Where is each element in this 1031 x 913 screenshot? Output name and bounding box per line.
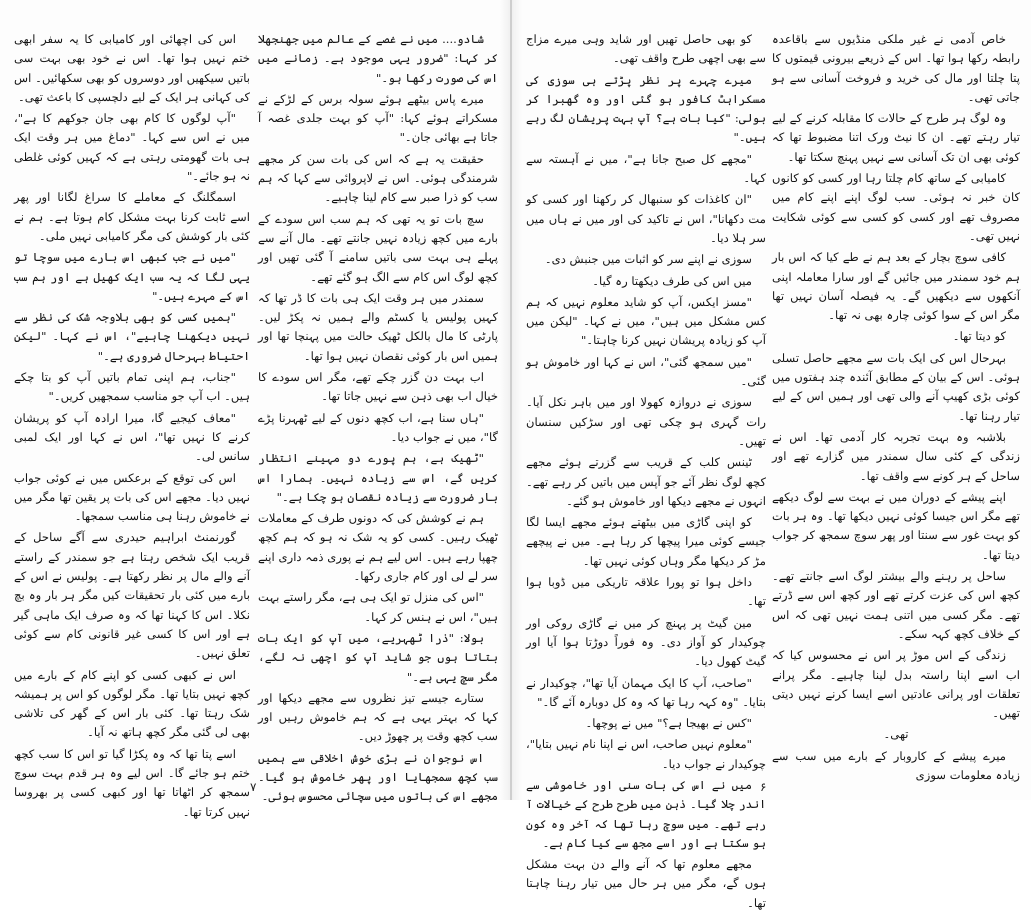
right-page-left-column <box>526 30 766 910</box>
paragraph: بہرحال اس کی ایک بات سے مجھے حاصل تسلی ہوئی۔ اس کے بیان کے مطابق آئندہ چند ہفتوں میں کوئی بڑی کھیپ آنے والی تھی اور ہمیں اس کے لیے تیار رہنا تھا۔ <box>772 350 1020 423</box>
paragraph: داخل ہوا تو پورا علاقہ تاریکی میں ڈوبا ہوا تھا۔ <box>526 575 766 609</box>
paragraph: خاص آدمی نے غیر ملکی منڈیوں سے باقاعدہ رابطہ رکھا ہوا تھا۔ اس کے ذریعے بیرونی قیمتوں کا پتا چلتا اور مال کی خرید و فروخت آسانی سے ہو جاتی تھی۔ <box>772 32 1020 104</box>
paragraph: "ہمیں کسی کو بھی بلاوجہ شک کی نظر سے نہیں دیکھنا چاہیے"، اس نے کہا۔ "لیکن احتیاط بہرحال ضروری ہے۔" <box>14 310 250 363</box>
paragraph: اپنے پیشے کے دوران میں نے بہت سے لوگ دیکھے تھے مگر اس جیسا کوئی نہیں دیکھا تھا۔ وہ ہر بات کو بہت غور سے سنتا اور پھر سوچ سمجھ کر جواب دیتا تھا۔ <box>772 489 1020 562</box>
paragraph: اس کی اچھائی اور کامیابی کا یہ سفر ابھی ختم نہیں ہوا تھا۔ اس نے خود بھی بہت سی باتیں سیکھیں اور دوسروں کو بھی سکھائیں۔ اس کی کہانی ہر ایک کے لیے دلچسپی کا باعث تھی۔ <box>14 32 250 104</box>
paragraph: "میں سمجھ گئی"، اس نے کہا اور خاموش ہو گئی۔ <box>526 354 766 389</box>
paragraph: شادو.... میں نے غصے کے عالم میں جھنجھلا کر کہا: "ضرور یہی موجود ہے۔ زمانے میں اس کی صورت رکھا ہو۔" <box>258 32 498 85</box>
paragraph: کافی سوچ بچار کے بعد ہم نے طے کیا کہ اس بار ہم خود سمندر میں جائیں گے اور سارا معاملہ اپنی آنکھوں سے دیکھیں گے۔ یہ فیصلہ آسان نہیں تھا مگر اس کے سوا کوئی چارہ بھی نہ تھا۔ <box>772 250 1020 323</box>
paragraph: مجھے معلوم تھا کہ آنے والے دن بہت مشکل ہوں گے، مگر میں ہر حال میں تیار رہنا چاہتا تھا۔ <box>526 857 766 910</box>
right-page-right-column <box>772 30 1020 782</box>
paragraph: وہ لوگ ہر طرح کے حالات کا مقابلہ کرنے کے لیے تیار رہتے تھے۔ ان کا نیٹ ورک اتنا مضبوط تھا کہ کوئی بھی ان تک آسانی سے نہیں پہنچ سکتا تھا۔ <box>772 111 1020 164</box>
paragraph: سوزی نے اپنے سر کو اثبات میں جنبش دی۔ <box>544 252 752 267</box>
paragraph: کامیابی کے ساتھ کام چلتا رہا اور کسی کو کانوں کان خبر نہ ہوئی۔ سب لوگ اپنے اپنے کام میں مصروف تھے اور کسی کو کسی سے کوئی شکایت نہیں تھی۔ <box>772 171 1020 243</box>
paragraph: ساحل پر رہنے والے بیشتر لوگ اسے جانتے تھے۔ کچھ اس کی عزت کرتے تھے اور کچھ اس سے ڈرتے تھے۔ مگر کسی میں اتنی ہمت نہیں تھی کہ اس کے خلاف کچھ کہہ سکے۔ <box>772 569 1020 641</box>
paragraph: میں اس کی طرف دیکھتا رہ گیا۔ <box>592 273 752 288</box>
paragraph: "صاحب، آپ کا ایک مہمان آیا تھا"، چوکیدار نے بتایا۔ "وہ کہہ رہا تھا کہ وہ کل دوبارہ آئے گا۔" <box>526 675 766 709</box>
paragraph: اس کی توقع کے برعکس میں نے کوئی جواب نہیں دیا۔ مجھے اس کی بات پر یقین تھا مگر میں نے خاموش رہنا ہی مناسب سمجھا۔ <box>14 470 250 524</box>
paragraph: میرے پیشے کے کاروبار کے بارے میں سب سے زیادہ معلومات سوزی <box>772 748 1020 782</box>
paragraph: ہم نے کوشش کی کہ دونوں طرف کے معاملات ٹھیک رہیں۔ کسی کو یہ شک نہ ہو کہ ہم کچھ چھپا رہے ہیں۔ اس لیے ہم نے پوری ذمہ داری اپنے سر لے لی اور کام جاری رکھا۔ <box>258 511 498 584</box>
paragraph: زندگی کے اس موڑ پر اس نے محسوس کیا کہ اب اسے اپنا راستہ بدل لینا چاہیے۔ مگر پرانے تعلقات اور پرانی عادتیں اسے ایسا کرنے نہیں دیتی تھیں۔ <box>772 648 1020 721</box>
paragraph: تھی۔ <box>883 727 909 742</box>
page-number: ۷ <box>250 780 257 794</box>
paragraph: میرے چہرے پر نظر پڑتے ہی سوزی کی مسکراہٹ کافور ہو گئی اور وہ گھبرا کر بولی: "کیا بات ہے؟ آپ بہت پریشان لگ رہے ہیں۔" <box>526 72 766 145</box>
paragraph: میرے پاس بیٹھے ہوئے سولہ برس کے لڑکے نے مسکراتے ہوئے کہا: "آپ کو بہت جلدی غصہ آ جاتا ہے بھائی جان۔" <box>258 91 498 145</box>
paragraph: "معاف کیجیے گا، میرا ارادہ آپ کو پریشان کرنے کا نہیں تھا"، اس نے کہا اور ایک لمبی سانس لی۔ <box>14 410 250 464</box>
paragraph: سوزی نے دروازہ کھولا اور میں باہر نکل آیا۔ رات گہری ہو چکی تھی اور سڑکیں سنسان تھیں۔ <box>526 395 766 448</box>
page-number: ۶ <box>760 780 767 794</box>
paragraph: "معلوم نہیں صاحب، اس نے اپنا نام نہیں بتایا"، چوکیدار نے جواب دیا۔ <box>526 737 766 771</box>
paragraph: "مجھے کل صبح جانا ہے"، میں نے آہستہ سے کہا۔ <box>526 151 766 186</box>
left-page-right-column <box>258 30 498 804</box>
paragraph: حقیقت یہ ہے کہ اس کی بات سن کر مجھے شرمندگی ہوئی۔ اس نے لاپروائی سے کہا کہ ہم سب کو ذرا صبر سے کام لینا چاہیے۔ <box>258 151 498 205</box>
right-page <box>512 0 1031 910</box>
paragraph: گورنمنٹ ابراہیم حیدری سے آگے ساحل کے قریب ایک شخص رہتا ہے جو سمندر کے راستے آنے والے مال پر نظر رکھتا ہے۔ پولیس نے اس کے بارے میں کئی بار تحقیقات کیں مگر ہر بار وہ بچ نکلا۔ اس کا کہنا تھا کہ وہ صرف ایک ماہی گیر ہے اور اس کا کسی غیر قانونی کام سے کوئی تعلق نہیں۔ <box>14 530 250 661</box>
paragraph: "جناب، ہم اپنی تمام باتیں آپ کو بتا چکے ہیں۔ اب آپ جو مناسب سمجھیں کریں۔" <box>14 370 250 404</box>
paragraph: کو بھی حاصل تھیں اور شاید وہی میرے مزاج سے بھی اچھی طرح واقف تھی۔ <box>526 32 766 66</box>
paragraph: کو دیتا تھا۔ <box>952 329 1006 344</box>
paragraph: سچ بات تو یہ تھی کہ ہم سب اس سودے کے بارے میں کچھ زیادہ نہیں جانتے تھے۔ مال آنے سے پہلے ہی بہت سی باتیں سامنے آ گئی تھیں اور کچھ لوگ اس کام سے الگ ہو گئے تھے۔ <box>258 211 498 284</box>
left-page <box>0 0 512 819</box>
paragraph: مین گیٹ پر پہنچ کر میں نے گاڑی روکی اور چوکیدار کو آواز دی۔ وہ فوراً دوڑتا ہوا آیا اور گیٹ کھول دیا۔ <box>526 615 766 669</box>
paragraph: "اس کی منزل تو ایک ہی ہے، مگر راستے بہت ہیں"، اس نے ہنس کر کہا۔ <box>258 590 498 624</box>
paragraph: ستارے جیسے تیز نظروں سے مجھے دیکھا اور کہا کہ بہتر یہی ہے کہ ہم خاموش رہیں اور سب کچھ وقت پر چھوڑ دیں۔ <box>258 690 498 744</box>
paragraph: بولا: "ذرا ٹھہریے، میں آپ کو ایک بات بتاتا ہوں جو شاید آپ کو اچھی نہ لگے، مگر سچ یہی ہے۔" <box>258 630 498 684</box>
paragraph: اس نوجوان نے بڑی خوش اخلاقی سے ہمیں سب کچھ سمجھایا اور پھر خاموش ہو گیا۔ مجھے اس کی باتوں میں سچائی محسوس ہوئی۔ <box>258 750 498 804</box>
paragraph: ٹینس کلب کے قریب سے گزرتے ہوئے مجھے کچھ لوگ نظر آئے جو آپس میں باتیں کر رہے تھے۔ انہوں نے مجھے دیکھا اور خاموش ہو گئے۔ <box>526 455 766 508</box>
paragraph: بلاشبہ وہ بہت تجربہ کار آدمی تھا۔ اس نے زندگی کے کئی سال سمندر میں گزارے تھے اور ساحل کے ہر کونے سے واقف تھا۔ <box>772 429 1020 483</box>
paragraph: اب بہت دن گزر چکے تھے، مگر اس سودے کا خیال اب بھی ذہن سے نہیں جاتا تھا۔ <box>258 370 498 404</box>
left-page-left-column <box>14 30 250 819</box>
paragraph: "ٹھیک ہے، ہم پورے دو مہینے انتظار کریں گے، اس سے زیادہ نہیں۔ ہمارا اس بار ضرورت سے زیادہ نقصان ہو چکا ہے۔" <box>258 451 498 504</box>
paragraph: کو اپنی گاڑی میں بیٹھتے ہوئے مجھے ایسا لگا جیسے کوئی میرا پیچھا کر رہا ہے۔ میں نے پیچھے مڑ کر دیکھا مگر وہاں کوئی نہیں تھا۔ <box>526 515 766 568</box>
paragraph: اسمگلنگ کے معاملے کا سراغ لگانا اور پھر اسے ثابت کرنا بہت مشکل کام ہوتا ہے۔ ہم نے کئی بار کوشش کی مگر کامیابی نہیں ملی۔ <box>14 190 250 243</box>
paragraph: "آپ لوگوں کا کام بھی جان جوکھم کا ہے"، میں نے اس سے کہا۔ "دماغ میں ہر وقت ایک ہی بات گھومتی رہتی ہے کہ کہیں کوئی غلطی نہ ہو جائے۔" <box>14 111 250 184</box>
paragraph: "میں نے جب کبھی اس بارے میں سوچا تو یہی لگا کہ یہ سب ایک کھیل ہے اور ہم سب اس کے مہرے ہیں۔" <box>14 250 250 303</box>
paragraph: "مسز ایکس، آپ کو شاید معلوم نہیں کہ ہم کس مشکل میں ہیں"، میں نے کہا۔ "لیکن میں آپ کو زیادہ پریشان نہیں کرنا چاہتا۔" <box>526 294 766 348</box>
paragraph: "ان کاغذات کو سنبھال کر رکھنا اور کسی کو مت دکھانا"، اس نے تاکید کی اور میں نے ہاں میں سر ہلا دیا۔ <box>526 192 766 245</box>
paragraph: "کس نے بھیجا ہے؟" میں نے پوچھا۔ <box>585 716 752 731</box>
paragraph: سمندر میں ہر وقت ایک ہی بات کا ڈر تھا کہ کہیں پولیس یا کسٹم والے ہمیں نہ پکڑ لیں۔ پارٹی کا مال بالکل ٹھیک حالت میں پہنچا تھا اور ہمیں اس بار کوئی نقصان نہیں ہوا تھا۔ <box>258 290 498 363</box>
paragraph: اسے پتا تھا کہ وہ پکڑا گیا تو اس کا سب کچھ ختم ہو جائے گا۔ اس لیے وہ ہر قدم بہت سوچ سمجھ کر اٹھاتا تھا اور کبھی کسی پر بھروسا نہیں کرتا تھا۔ <box>14 746 250 819</box>
paragraph: "ہاں سنا ہے، اب کچھ دنوں کے لیے ٹھہرنا پڑے گا"، میں نے جواب دیا۔ <box>258 410 498 444</box>
paragraph: میں نے اس کی بات سنی اور خاموشی سے اندر چلا گیا۔ ذہن میں طرح طرح کے خیالات آ رہے تھے۔ میں سوچ رہا تھا کہ آخر وہ کون ہو سکتا ہے اور اسے مجھ سے کیا کام ہے۔ <box>526 777 766 850</box>
paragraph: اس نے کبھی کسی کو اپنے کام کے بارے میں کچھ نہیں بتایا تھا۔ مگر لوگوں کو اس پر ہمیشہ شک رہتا تھا۔ کئی بار اس کے گھر کی تلاشی بھی لی گئی مگر کچھ ہاتھ نہ آیا۔ <box>14 667 250 740</box>
